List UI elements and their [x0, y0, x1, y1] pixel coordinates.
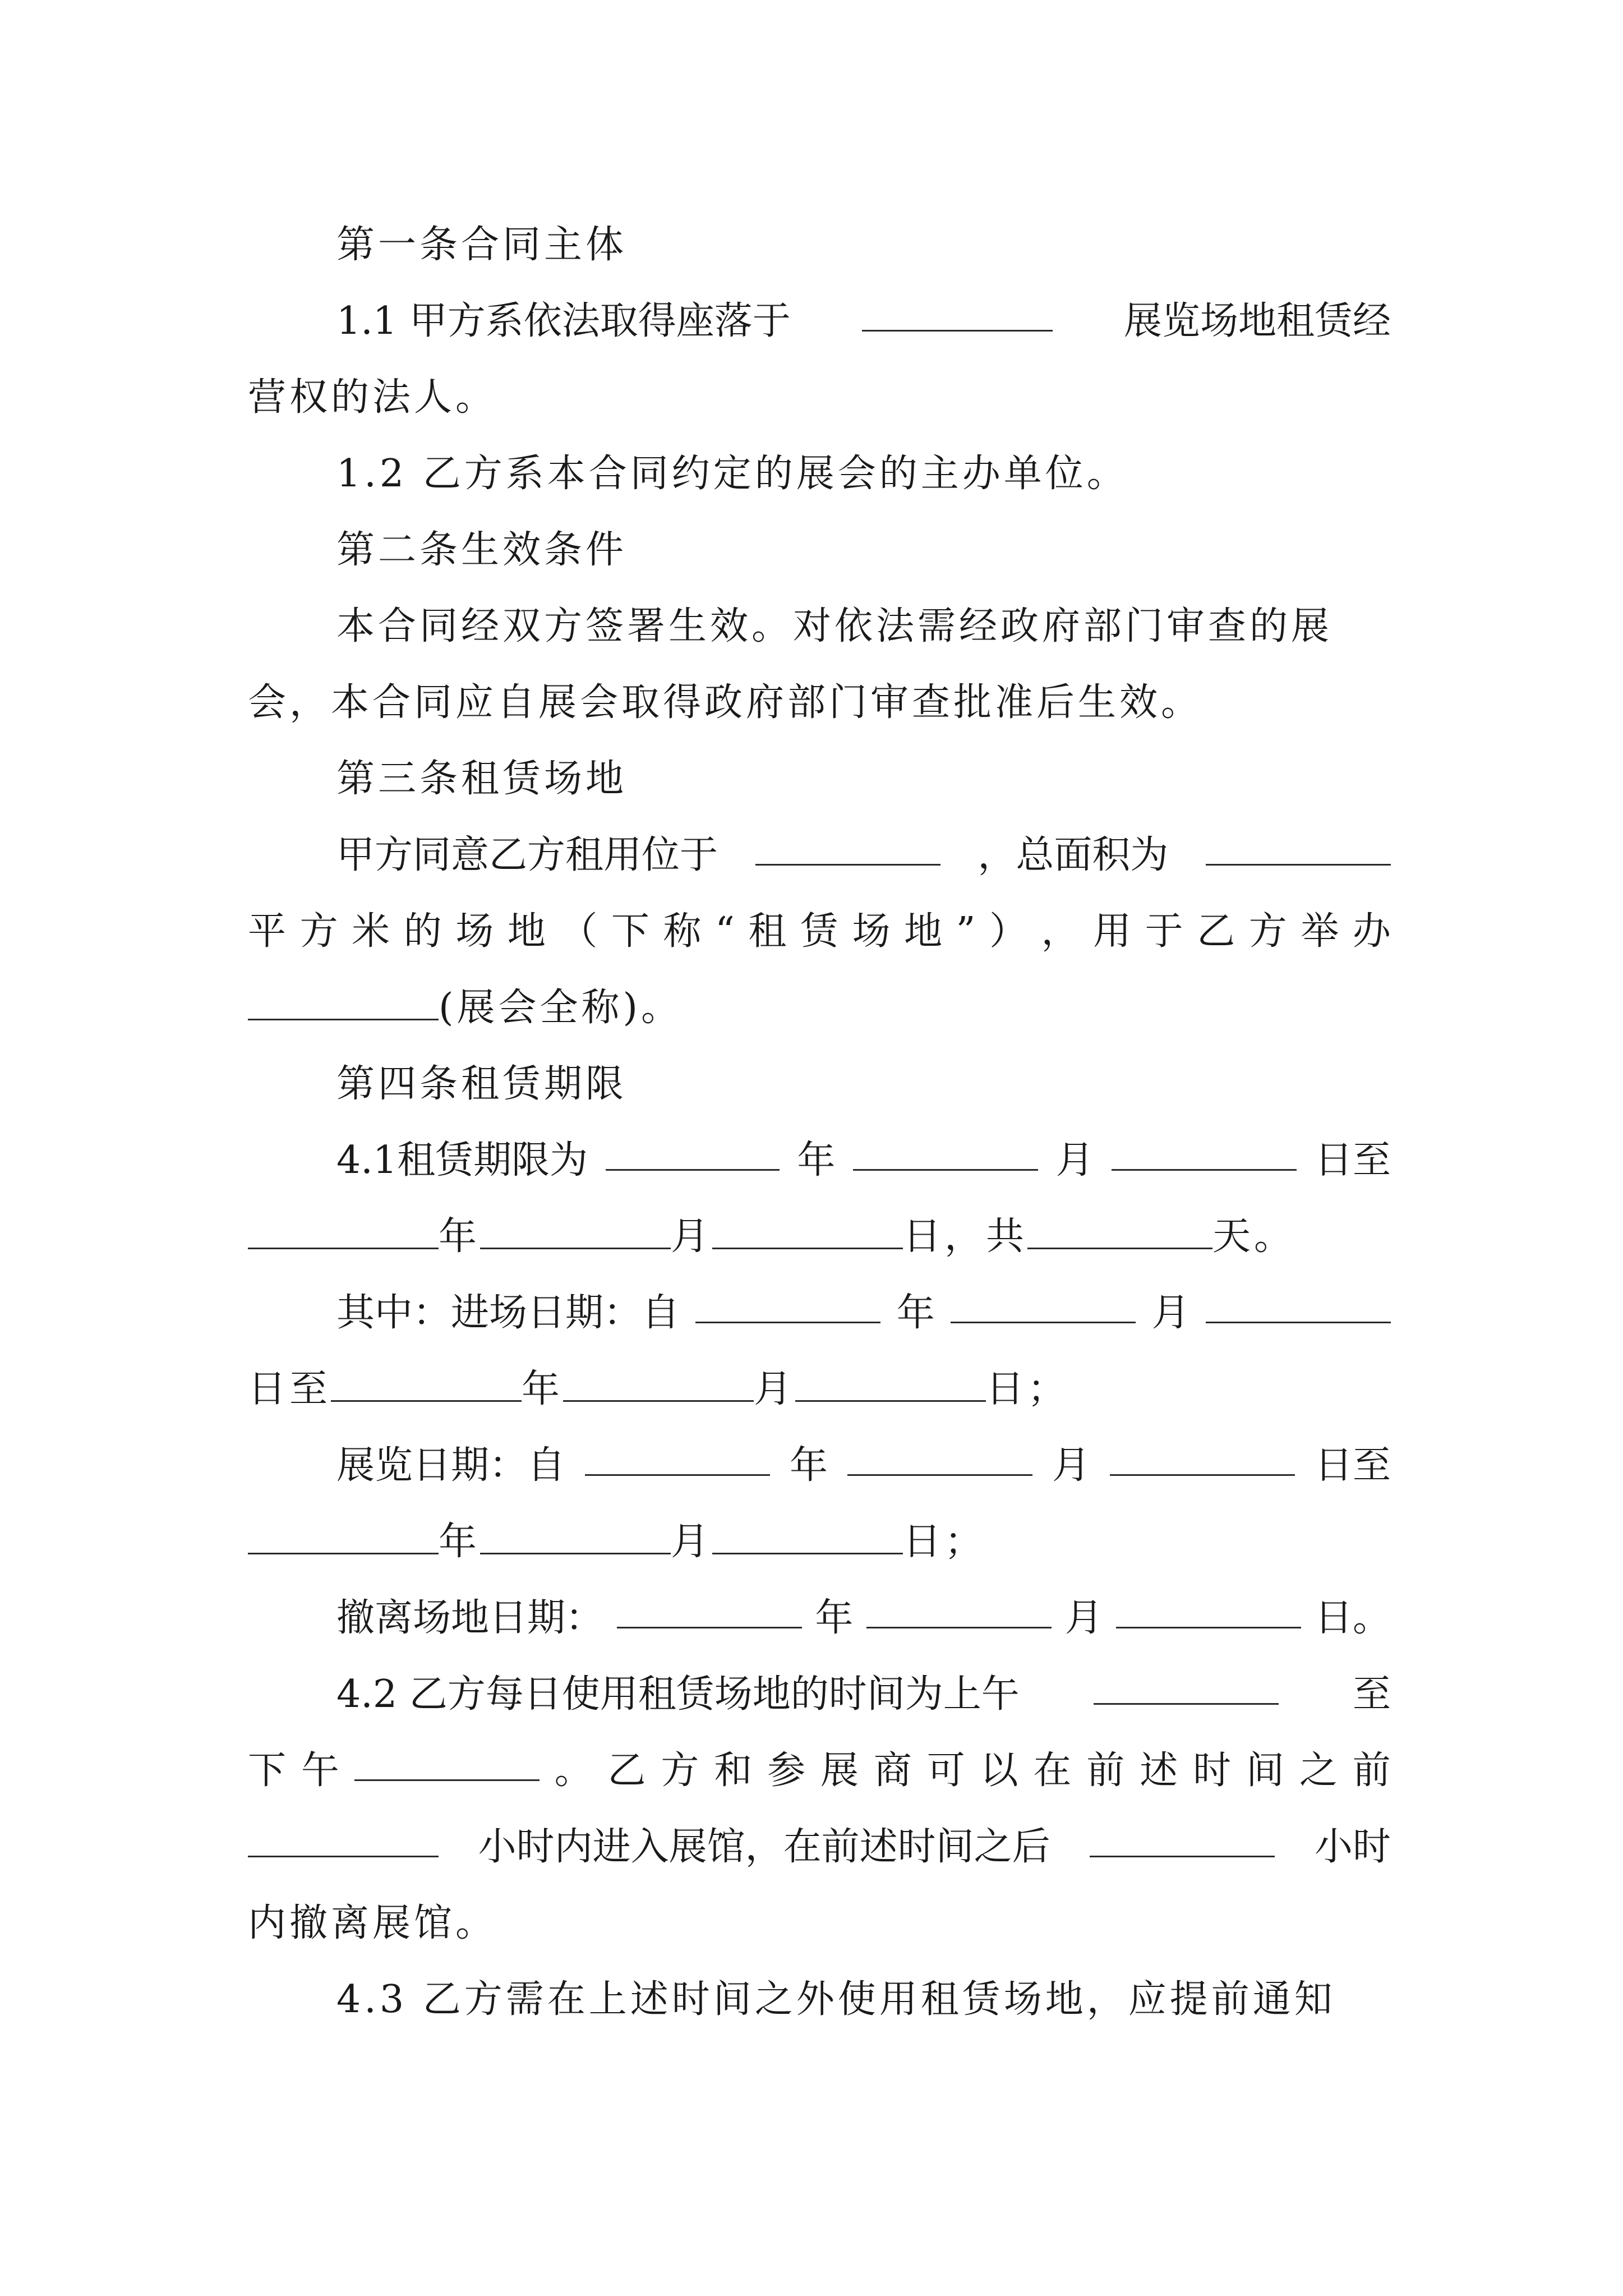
- char: 租: [748, 909, 787, 954]
- clause-4-1-line-2: [248, 1212, 1391, 1262]
- char: 方: [661, 1749, 699, 1793]
- clause-text: 月: [1064, 1596, 1103, 1640]
- char: 述: [1140, 1749, 1178, 1793]
- blank-field[interactable]: [866, 1593, 1052, 1628]
- char: 间: [1246, 1749, 1284, 1793]
- clause-text: 撤离场地日期：: [336, 1596, 604, 1640]
- article-3-heading: [336, 754, 1391, 804]
- char: 可: [926, 1749, 965, 1793]
- clause-text: 会，本合同应自展会取得政府部门审查批准后生效。: [248, 680, 1203, 725]
- blank-field[interactable]: [617, 1593, 802, 1628]
- char: 场: [852, 909, 891, 954]
- blank-field[interactable]: [248, 1519, 439, 1554]
- clause-text: 年: [896, 1291, 935, 1335]
- article-2-heading: [336, 525, 1391, 576]
- clause-text: 月: [1055, 1138, 1094, 1182]
- blank-field[interactable]: [1090, 1822, 1275, 1857]
- blank-field[interactable]: [1206, 1288, 1391, 1323]
- char: 办: [1352, 909, 1391, 954]
- clause-text: 年: [522, 1367, 564, 1411]
- blank-field[interactable]: [354, 1746, 540, 1781]
- blank-field[interactable]: [563, 1366, 754, 1402]
- char: 参: [767, 1749, 806, 1793]
- blank-field[interactable]: [1110, 1441, 1295, 1476]
- clause-text: 日；: [986, 1367, 1069, 1411]
- article-4-heading: [336, 1059, 1391, 1110]
- clause-4-2-line-2: [248, 1746, 1391, 1796]
- clause-text: 1.1 甲方系依法取得座落于: [336, 299, 791, 343]
- article-1-heading: [336, 220, 1391, 270]
- clause-text: 年: [439, 1214, 481, 1259]
- blank-field[interactable]: [606, 1135, 780, 1171]
- blank-field[interactable]: [585, 1441, 770, 1476]
- char: 商: [873, 1749, 912, 1793]
- char: ）: [989, 909, 1027, 954]
- heading-text: 第三条租赁场地: [336, 757, 628, 801]
- char: 下: [611, 909, 649, 954]
- clause-text: (展会全称)。: [439, 986, 683, 1030]
- clause-text: 内撤离展馆。: [248, 1901, 497, 1945]
- entry-date-line-1: [336, 1288, 1391, 1338]
- blank-field[interactable]: [755, 830, 940, 866]
- char: 赁: [800, 909, 838, 954]
- blank-field[interactable]: [951, 1288, 1136, 1323]
- article-3-line-3: [248, 983, 1391, 1033]
- blank-field[interactable]: [480, 1519, 671, 1554]
- clause-text: 本合同经双方签署生效。对依法需经政府部门审查的展: [336, 604, 1333, 648]
- article-3-line-2: [248, 907, 1391, 957]
- clause-text: 天。: [1212, 1214, 1296, 1259]
- char: 乙: [1197, 909, 1235, 954]
- blank-field[interactable]: [695, 1288, 880, 1323]
- clause-text: 展览场地租赁经: [1123, 299, 1391, 343]
- clause-text: ，总面积为: [978, 833, 1169, 877]
- char: 下: [248, 1749, 287, 1793]
- char: 地: [904, 909, 943, 954]
- clause-text: 年: [789, 1443, 828, 1488]
- clause-text: 1.2 乙方系本合同约定的展会的主办单位。: [336, 452, 1128, 496]
- char: 之: [1299, 1749, 1338, 1793]
- char: 和: [714, 1749, 753, 1793]
- blank-field[interactable]: [1027, 1214, 1212, 1249]
- char: 前: [1352, 1749, 1391, 1793]
- article-2-line-1: [336, 601, 1391, 652]
- blank-field[interactable]: [853, 1135, 1038, 1171]
- blank-field[interactable]: [248, 1214, 439, 1249]
- char: 乙: [607, 1749, 646, 1793]
- blank-field[interactable]: [1206, 830, 1391, 866]
- clause-text: 小时: [1314, 1825, 1391, 1869]
- clause-text: 年: [797, 1138, 836, 1182]
- blank-field[interactable]: [331, 1366, 522, 1402]
- article-2-line-2: [248, 678, 1391, 728]
- char: （: [559, 909, 598, 954]
- char: 米: [352, 909, 390, 954]
- char: 平: [248, 909, 287, 954]
- char: 用: [1093, 909, 1132, 954]
- clause-text: 甲方同意乙方租用位于: [336, 833, 718, 877]
- blank-field[interactable]: [862, 296, 1053, 332]
- clause-4-2-line-4: [248, 1898, 1391, 1949]
- exhibit-date-line-2: [248, 1517, 1391, 1567]
- exhibit-date-line-1: [336, 1441, 1391, 1491]
- char: 方: [299, 909, 338, 954]
- heading-text: 第二条生效条件: [336, 528, 628, 572]
- clause-text: 月: [671, 1214, 713, 1259]
- blank-field[interactable]: [795, 1366, 986, 1402]
- char: 展: [820, 1749, 859, 1793]
- char: 方: [1248, 909, 1287, 954]
- clause-text: 其中：进场日期：自: [336, 1291, 680, 1335]
- clause-text: 日至: [1314, 1138, 1391, 1182]
- withdraw-date-line: [336, 1593, 1391, 1644]
- clause-text: 4.2 乙方每日使用租赁场地的时间为上午: [336, 1672, 1020, 1717]
- clause-text: 小时内进入展馆，在前述时间之后: [478, 1825, 1050, 1869]
- clause-text: 4.1租赁期限为: [336, 1138, 588, 1182]
- heading-text: 第四条租赁期限: [336, 1062, 628, 1106]
- char: 午: [301, 1749, 339, 1793]
- clause-text: 营权的法人。: [248, 375, 497, 420]
- clause-text: 展览日期：自: [336, 1443, 566, 1488]
- blank-field[interactable]: [847, 1441, 1032, 1476]
- clause-1-1-line-1: [336, 296, 1391, 347]
- clause-text: 至: [1352, 1672, 1391, 1717]
- clause-4-2-line-1: [336, 1669, 1391, 1720]
- char: 在: [1033, 1749, 1072, 1793]
- clause-text: 年: [815, 1596, 854, 1640]
- clause-4-2-line-3: [248, 1822, 1391, 1872]
- clause-text: 年: [439, 1520, 481, 1564]
- char: 时: [1193, 1749, 1232, 1793]
- char: 地: [507, 909, 546, 954]
- blank-field[interactable]: [1094, 1669, 1279, 1705]
- clause-text: 日；: [903, 1520, 986, 1564]
- char: 于: [1145, 909, 1183, 954]
- clause-4-3-line-1: [336, 1975, 1391, 2025]
- clause-text: 月: [1052, 1443, 1090, 1488]
- char: 场: [455, 909, 494, 954]
- blank-field[interactable]: [1116, 1593, 1301, 1628]
- clause-text: 月: [1151, 1291, 1190, 1335]
- char: 的: [403, 909, 442, 954]
- char: ，: [1041, 909, 1080, 954]
- clause-text: 日，共: [903, 1214, 1028, 1259]
- clause-text: 4.3 乙方需在上述时间之外使用租赁场地，应提前通知: [336, 1977, 1336, 2022]
- clause-text: 日至: [1314, 1443, 1391, 1488]
- char: 称: [663, 909, 702, 954]
- char: 以: [980, 1749, 1018, 1793]
- clause-text: 月: [671, 1520, 713, 1564]
- clause-1-1-line-2: [248, 372, 1391, 423]
- clause-1-2: [336, 449, 1391, 499]
- article-3-line-1: [336, 830, 1391, 881]
- heading-text: 第一条合同主体: [336, 223, 628, 267]
- blank-field[interactable]: [712, 1214, 903, 1249]
- clause-text: 月: [754, 1367, 796, 1411]
- blank-field[interactable]: [1112, 1135, 1297, 1171]
- blank-field[interactable]: [248, 1822, 439, 1857]
- clause-text: 日。: [1314, 1596, 1391, 1640]
- blank-field[interactable]: [248, 985, 439, 1020]
- char: “: [715, 909, 735, 954]
- clause-4-1-line-1: [336, 1135, 1391, 1186]
- entry-date-line-2: [248, 1364, 1391, 1415]
- char: ”: [956, 909, 976, 954]
- char: 。: [554, 1749, 593, 1793]
- char: 举: [1301, 909, 1339, 954]
- blank-field[interactable]: [712, 1519, 903, 1554]
- char: 前: [1086, 1749, 1125, 1793]
- clause-text: 日至: [248, 1367, 331, 1411]
- blank-field[interactable]: [480, 1214, 671, 1249]
